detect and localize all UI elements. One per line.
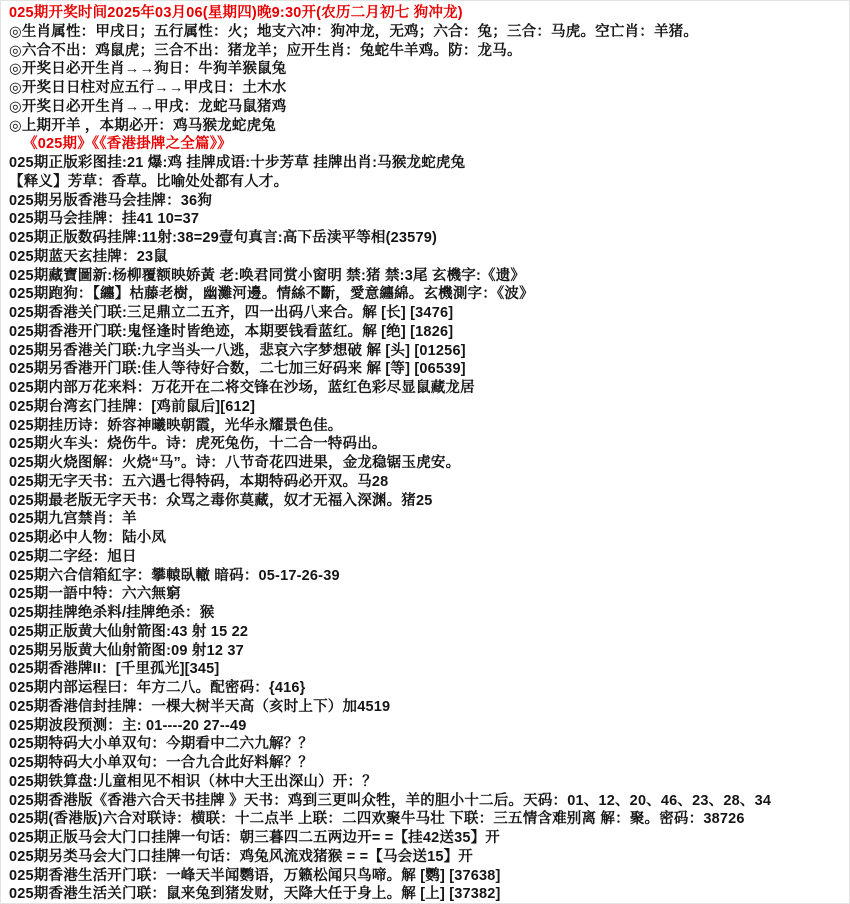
sheet-line-9: 025期正版彩图挂:21 爆:鸡 挂牌成语:十步芳草 挂牌出肖:马猴龙蛇虎兔 bbox=[9, 155, 466, 171]
sheet-line-44: 025期(香港版)六合对联诗：横联：十二点半 上联：二四欢聚牛马壮 下联：三五情含难别离 解：聚。密码：38726 bbox=[9, 811, 745, 828]
sheet-line-43: 025期香港版《香港六合天书挂牌 》天书：鸡到三更叫众牲，羊的胆小十二后。天码：01、12、20、46、23、28、34 bbox=[9, 792, 772, 809]
sheet-line-47: 025期香港生活开门联：一峰天半闻鹦语，万籁松闻只鸟啼。解 [鹦] [37638] bbox=[9, 867, 501, 884]
sheet-line-34: 025期正版黄大仙射箭图:43 射 15 22 bbox=[9, 623, 249, 640]
sheet-line-25: 025期火烧图解：火烧“马”。诗：八节奇花四进果，金龙稳锯玉虎安。 bbox=[9, 455, 461, 471]
sheet-line-27: 025期最老版无字天书：众骂之毒你莫藏，奴才无福入深渊。猪25 bbox=[9, 492, 433, 509]
sheet-line-42: 025期铁算盘:儿童相见不相识（林中大王出深山）开：？ bbox=[9, 773, 377, 790]
sheet-line-12: 025期马会挂牌：挂41 10=37 bbox=[9, 211, 200, 228]
sheet-line-48: 025期香港生活关门联：鼠来兔到猪发财，天降大任于身上。解 [上] [37382] bbox=[9, 886, 501, 903]
sheet-line-40: 025期特码大小单双句：今期看中二六九解？？ bbox=[9, 736, 314, 753]
sheet-line-38: 025期香港信封挂牌：一棵大树半天高（亥时上下）加4519 bbox=[9, 698, 391, 715]
sheet-line-36: 025期香港牌II：[千里孤光][345] bbox=[9, 661, 220, 678]
sheet-line-29: 025期必中人物：陆小凤 bbox=[9, 530, 167, 546]
sheet-line-24: 025期火车头：烧伤牛。诗：虎死兔伤，十二合一特码出。 bbox=[9, 436, 387, 453]
sheet-line-45: 025期正版马会大门口挂牌一句话：朝三暮四二五两边开= =【挂42送35】开 bbox=[9, 830, 501, 846]
sheet-line-33: 025期挂牌绝杀料/挂牌绝杀：猴 bbox=[9, 605, 215, 621]
sheet-line-17: 025期香港关门联:三足鼎立二五齐，四一出码八来合。解 [长] [3476] bbox=[9, 305, 454, 321]
sheet-line-20: 025期另香港开门联:佳人等待好合数，二七加三好码来 解 [等] [06539] bbox=[9, 361, 466, 378]
sheet-line-31: 025期六合信箱紅字：攀轅臥轍 暗码：05-17-26-39 bbox=[9, 567, 340, 584]
sheet-line-35: 025期另版黄大仙射箭图:09 射12 37 bbox=[9, 642, 244, 659]
sheet-line-15: 025期藏寶圖新:杨柳覆额映娇黃 老:唤君同赏小窗明 禁:猪 禁:3尾 玄機字:《遗》 bbox=[9, 267, 526, 284]
sheet-line-1: 025期开奖时间2025年03月06(星期四)晚9:30开(农历二月初七 狗冲龙) bbox=[9, 5, 463, 21]
sheet-line-5: ◎开奖日日柱对应五行→→甲戌日：土木水 bbox=[9, 80, 287, 96]
sheet-line-7: ◎上期开羊 ，本期必开：鸡马猴龙蛇虎兔 bbox=[9, 117, 276, 134]
sheet-line-10: 【释义】芳草：香草。比喻处处都有人才。 bbox=[9, 173, 289, 190]
sheet-line-2: ◎生肖属性：甲戌日；五行属性：火；地支六冲：狗冲龙，无鸡；六合：兔；三合：马虎。空亡肖：羊猪。 bbox=[9, 23, 699, 40]
sheet-line-8: 《025期》《《香港掛牌之全篇》》 bbox=[23, 136, 232, 153]
sheet-line-14: 025期蓝天玄挂牌：23鼠 bbox=[9, 248, 168, 265]
sheet-line-16: 025期跑狗：【纏】枯藤老樹，幽灘河邊。情絲不斷，愛意纏綿。玄機測字：《波》 bbox=[9, 286, 534, 303]
sheet-line-3: ◎六合不出：鸡鼠虎；三合不出：猪龙羊；应开生肖：兔蛇牛羊鸡。防：龙马。 bbox=[9, 42, 522, 59]
sheet-line-22: 025期台湾玄门挂牌：[鸡前鼠后][612] bbox=[9, 398, 256, 415]
sheet-line-37: 025期内部运程曰：年方二八。配密码：{416} bbox=[9, 680, 306, 696]
sheet-line-26: 025期无字天书：五六遇七得特码，本期特码必开双。马28 bbox=[9, 473, 389, 490]
sheet-line-32: 025期一語中特：六六無窮 bbox=[9, 586, 181, 603]
sheet-line-39: 025期波段预测：主: 01----20 27--49 bbox=[9, 717, 247, 734]
sheet-line-4: ◎开奖日必开生肖→→狗日：牛狗羊猴鼠兔 bbox=[9, 61, 287, 78]
sheet-lines-container bbox=[9, 4, 845, 904]
sheet-line-23: 025期挂历诗：娇容神曦映朝霞，光华永耀景色佳。 bbox=[9, 417, 343, 434]
sheet-line-18: 025期香港开门联:鬼怪逢时皆绝迹，本期要钱看蓝红。解 [绝] [1826] bbox=[9, 323, 454, 340]
sheet-line-46: 025期另类马会大门口挂牌一句话：鸡兔风流戏猪猴 = =【马会送15】开 bbox=[9, 848, 474, 865]
sheet-line-28: 025期九宫禁肖：羊 bbox=[9, 511, 137, 528]
sheet-line-6: ◎开奖日必开生肖→→甲戌：龙蛇马鼠猪鸡 bbox=[9, 98, 287, 115]
sheet-line-21: 025期内部万花来料：万花开在二将交锋在沙场，蓝红色彩尽显鼠藏龙居 bbox=[9, 380, 475, 396]
sheet-line-30: 025期二字经：旭日 bbox=[9, 548, 137, 565]
sheet-line-13: 025期正版数码挂牌:11射:38=29壹句真言:高下岳渎平等相(23579) bbox=[9, 230, 438, 246]
sheet-line-11: 025期另版香港马会挂牌：36狗 bbox=[9, 192, 213, 209]
sheet-line-41: 025期特码大小单双句：一合九合此好料解？？ bbox=[9, 755, 314, 771]
sheet-line-19: 025期另香港关门联:九字当头一八逃，悲哀六字梦想破 解 [头] [01256] bbox=[9, 342, 466, 359]
